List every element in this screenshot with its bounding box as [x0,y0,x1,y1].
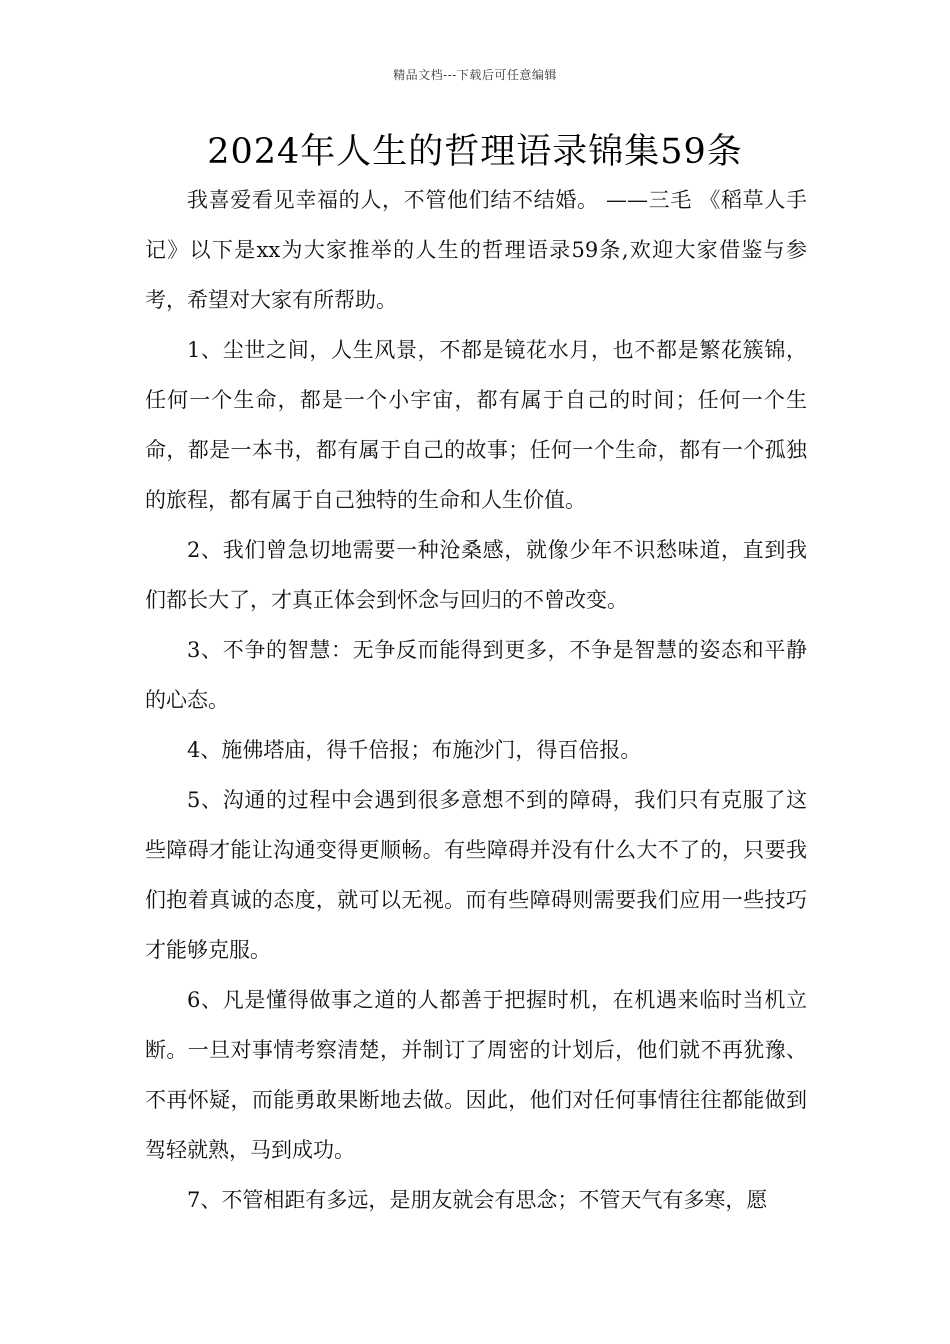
quote-paragraph-7: 7、不管相距有多远，是朋友就会有思念；不管天气有多寒，愿 [187,1188,768,1212]
quote-paragraph-4: 4、施佛塔庙，得千倍报；布施沙门，得百倍报。 [187,738,642,762]
document-body [145,175,807,1225]
quote-paragraph-5: 5、沟通的过程中会遇到很多意想不到的障碍，我们只有克服了这些障碍才能让沟通变得更顺畅。有些障碍并没有什么大不了的，只要我们抱着真诚的态度，就可以无视。而有些障碍则需要我们应用一些技巧才能够克服。 [145,788,807,962]
quote-paragraph-3: 3、不争的智慧：无争反而能得到更多，不争是智慧的姿态和平静的心态。 [145,638,807,712]
intro-paragraph: 我喜爱看见幸福的人，不管他们结不结婚。 ——三毛 《稻草人手记》以下是xx为大家推举的人生的哲理语录59条,欢迎大家借鉴与参考，希望对大家有所帮助。 [145,188,807,312]
quote-paragraph-2: 2、我们曾急切地需要一种沧桑感，就像少年不识愁味道，直到我们都长大了，才真正体会到怀念与回归的不曾改变。 [145,538,807,612]
document-title: 2024年人生的哲理语录锦集59条 [207,132,743,172]
quote-paragraph-6: 6、凡是懂得做事之道的人都善于把握时机，在机遇来临时当机立断。一旦对事情考察清楚，并制订了周密的计划后，他们就不再犹豫、不再怀疑，而能勇敢果断地去做。因此，他们对任何事情往往都能做到驾轻就熟，马到成功。 [145,988,807,1162]
header-note: 精品文档---下载后可任意编辑 [393,68,557,82]
quote-paragraph-1: 1、尘世之间，人生风景，不都是镜花水月，也不都是繁花簇锦，任何一个生命，都是一个小宇宙，都有属于自己的时间；任何一个生命，都是一本书，都有属于自己的故事；任何一个生命，都有一个孤独的旅程，都有属于自己独特的生命和人生价值。 [145,338,807,512]
